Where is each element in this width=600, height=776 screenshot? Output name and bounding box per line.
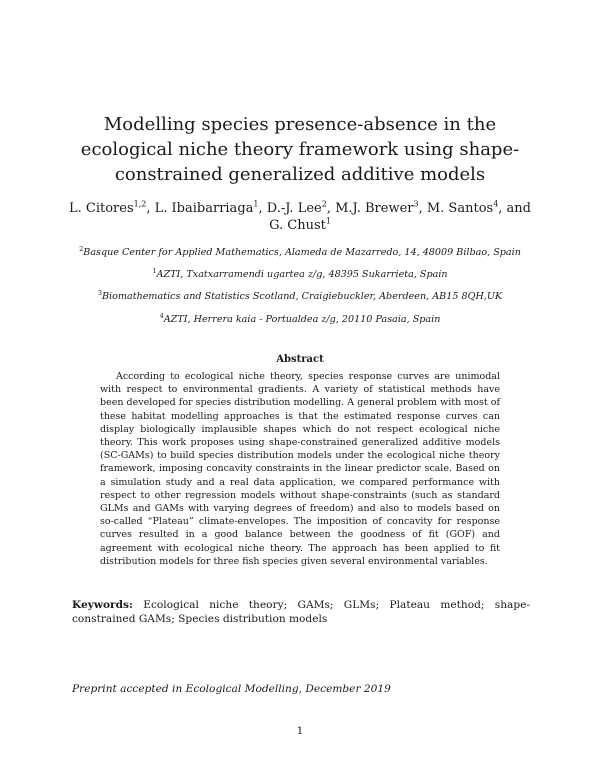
author: L. Citores$^{1,2}$, xyxy=(69,199,155,216)
author: M. Santos$^4$, and xyxy=(426,199,531,216)
affiliation: $^4$AZTI, Herrera kaia - Portualdea z/g, 20110 Pasaia, Spain xyxy=(159,311,441,325)
keywords xyxy=(72,598,530,626)
abstract-heading: Abstract xyxy=(276,354,324,365)
abstract-text: According to ecological niche theory, species response curves are unimodal with respect to environmental gradients. A variety of statistical methods have been developed for species distribution modelling. A general problem with most of these habitat modelling approaches is that the estimated response curves can display biologically implausible shapes which do not respect ecological niche theory. This work proposes using shape-constrained generalized additive models (SC-GAMs) to build species distribution models under the ecological niche theory framework, imposing concavity constraints in the linear predictor scale. Based on a simulation study and a real data application, we compared performance with respect to other regression models without shape-constraints (such as standard GLMs and GAMs with varying degrees of freedom) and also to models based on so-called “Plateau” climate-envelopes. The imposition of concavity for response curves resulted in a good balance between the goodness of fit (GOF) and agreement with ecological niche theory. The approach has been applied to fit distribution models for three fish species given several environmental variables. xyxy=(100,371,500,567)
affiliation: $^3$Biomathematics and Statistics Scotland, Craigiebuckler, Aberdeen, AB15 8QH,UK xyxy=(97,289,503,303)
affiliation-list xyxy=(40,240,560,329)
keywords-text: Ecological niche theory; GAMs; GLMs; Plateau method; shape-constrained GAMs; Species distribution models xyxy=(72,599,530,625)
paper-title: Modelling species presence-absence in the ecological niche theory framework using shape-constrained generalized additive models xyxy=(80,114,520,185)
author: G. Chust$^1$ xyxy=(269,216,331,233)
page-number: 1 xyxy=(296,725,304,737)
keywords-label: Keywords: xyxy=(72,599,133,611)
author: M.J. Brewer$^3$, xyxy=(335,199,427,216)
affiliation: $^2$Basque Center for Applied Mathematics, Alameda de Mazarredo, 14, 48009 Bilbao, Spain xyxy=(79,245,521,259)
preprint-note: Preprint accepted in Ecological Modelling, December 2019 xyxy=(72,683,391,695)
author: D.-J. Lee$^2$, xyxy=(266,199,336,216)
author: L. Ibaibarriaga$^1$, xyxy=(154,199,267,216)
affiliation: $^1$AZTI, Txatxarramendi ugartea z/g, 48395 Sukarrieta, Spain xyxy=(152,267,448,281)
author-list xyxy=(60,200,540,234)
